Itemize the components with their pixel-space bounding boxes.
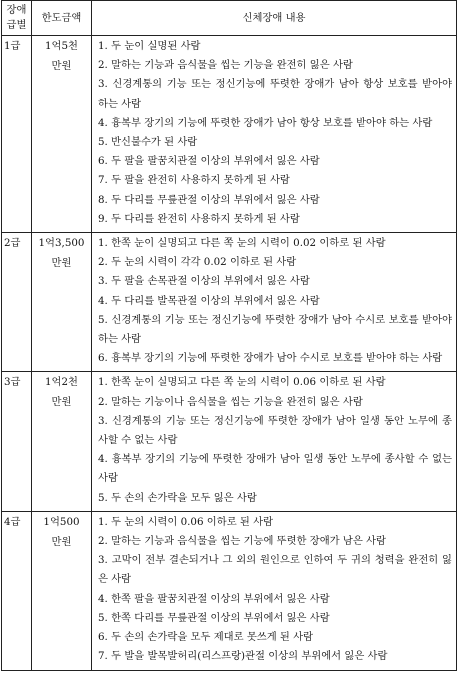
table-row [2, 36, 457, 233]
content-column-header: 신체장애 내용 [92, 1, 457, 36]
limit-amount: 1억3,500 [38, 237, 85, 250]
list-item: 1. 두 눈이 실명된 사람 [98, 40, 201, 52]
limit-amount: 1억2천 [45, 376, 78, 389]
list-item: 7. 두 발을 발목발허리(리스프랑)관절 이상의 부위에서 잃은 사람 [98, 650, 388, 663]
limit-amount: 1억500 [43, 515, 80, 528]
limit-unit: 만원 [51, 60, 72, 72]
list-item: 9. 두 다리를 완전히 사용하지 못하게 된 사람 [98, 212, 300, 225]
grade-cell: 3급 [2, 372, 32, 511]
table-row [2, 372, 457, 511]
list-item: 4. 흉복부 장기의 기능에 뚜렷한 장애가 남아 항상 보호를 받아야 하는 사람 [98, 116, 433, 129]
grade-cell: 4급 [2, 511, 32, 670]
list-item: 1. 두 눈의 시력이 0.06 이하로 된 사람 [98, 515, 274, 528]
grade-column-header: 장애 급별 [2, 1, 32, 36]
disability-content-cell [92, 372, 457, 511]
grade-cell: 1급 [2, 36, 32, 233]
list-item: 5. 두 손의 손가락을 모두 잃은 사람 [98, 491, 257, 504]
list-item: 2. 말하는 기능과 음식물을 씹는 기능을 완전히 잃은 사람 [98, 59, 353, 72]
limit-amount: 1억5천 [45, 40, 78, 52]
list-item: 4. 한쪽 팔을 팔꿈치관절 이상의 부위에서 잃은 사람 [98, 592, 330, 605]
list-item: 5. 신경계통의 기능 또는 정신기능에 뚜렷한 장애가 남아 수시로 보호를 받아야 하는 사람 [98, 313, 452, 346]
list-item: 6. 흉복부 장기의 기능에 뚜렷한 장애가 남아 수시로 보호를 받아야 하는 사람 [98, 352, 443, 365]
table-row [2, 233, 457, 372]
limit-unit: 만원 [51, 535, 72, 548]
list-item: 6. 두 팔을 팔꿈치관절 이상의 부위에서 잃은 사람 [98, 155, 320, 168]
list-item: 1. 한쪽 눈이 실명되고 다른 쪽 눈의 시력이 0.06 이하로 된 사람 [98, 376, 386, 389]
grade-cell: 2급 [2, 233, 32, 372]
limit-amount-cell [32, 511, 92, 670]
limit-column-header: 한도금액 [32, 1, 92, 36]
disability-content-cell [92, 511, 457, 670]
list-item: 3. 신경계통의 기능 또는 정신기능에 뚜렷한 장애가 남아 일생 동안 노무에 종사할 수 없는 사람 [98, 414, 452, 447]
list-item: 3. 신경계통의 기능 또는 정신기능에 뚜렷한 장애가 남아 항상 보호를 받아야 하는 사람 [98, 78, 452, 110]
table-header-row [2, 1, 457, 36]
limit-unit: 만원 [51, 257, 72, 270]
list-item: 5. 반신불수가 된 사람 [98, 136, 198, 149]
list-item: 3. 고막이 전부 결손되거나 그 외의 원인으로 인하여 두 귀의 청력을 완전히 잃은 사람 [98, 554, 452, 586]
list-item: 2. 말하는 기능이나 음식물을 씹는 기능을 완전히 잃은 사람 [98, 395, 363, 408]
list-item: 7. 두 팔을 완전히 사용하지 못하게 된 사람 [98, 174, 290, 187]
list-item: 2. 말하는 기능과 음식물을 씹는 기능에 뚜렷한 장애가 남은 사람 [98, 535, 386, 548]
limit-amount-cell [32, 372, 92, 511]
table-row [2, 511, 457, 670]
limit-unit: 만원 [51, 396, 72, 409]
list-item: 6. 두 손의 손가락을 모두 제대로 못쓰게 된 사람 [98, 631, 314, 644]
list-item: 4. 흉복부 장기의 기능에 뚜렷한 장애가 남아 일생 동안 노무에 종사할 수 없는 사람 [98, 453, 452, 485]
disability-grade-table [1, 0, 457, 671]
table-body [2, 36, 457, 671]
limit-amount-cell [32, 36, 92, 233]
list-item: 8. 두 다리를 무릎관절 이상의 부위에서 잃은 사람 [98, 193, 320, 206]
list-item: 5. 한쪽 다리를 무릎관절 이상의 부위에서 잃은 사람 [98, 611, 330, 624]
disability-content-cell [92, 233, 457, 372]
list-item: 4. 두 다리를 발목관절 이상의 부위에서 잃은 사람 [98, 294, 320, 307]
disability-content-cell [92, 36, 457, 233]
list-item: 2. 두 눈의 시력이 각각 0.02 이하로 된 사람 [98, 256, 297, 269]
limit-amount-cell [32, 233, 92, 372]
list-item: 1. 한쪽 눈이 실명되고 다른 쪽 눈의 시력이 0.02 이하로 된 사람 [98, 237, 386, 250]
list-item: 3. 두 팔을 손목관절 이상의 부위에서 잃은 사람 [98, 275, 310, 288]
